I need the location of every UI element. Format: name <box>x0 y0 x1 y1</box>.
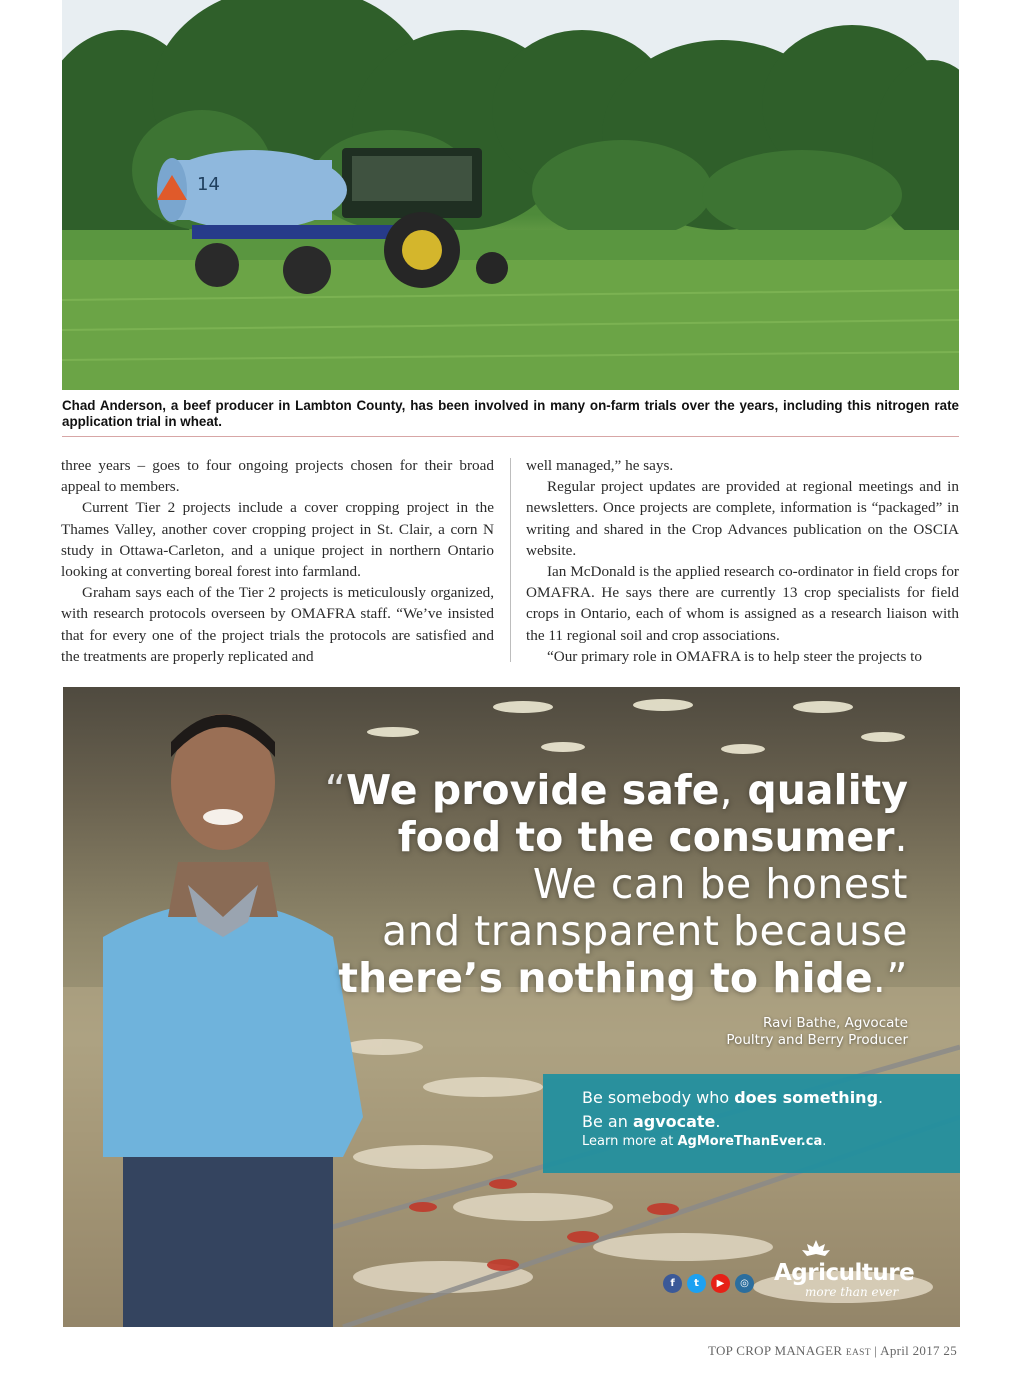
quote-attribution <box>726 1015 908 1049</box>
cta-fragment: Be somebody who <box>582 1088 735 1107</box>
ad-quote <box>268 767 908 1002</box>
quote-fragment: quality <box>733 766 908 814</box>
quote-fragment: there’s nothing to hide <box>338 954 873 1002</box>
paragraph: Regular project updates are provided at regional meetings and in newsletters. Once projects are complete, information is “packaged” in writing and shared in the Crop Advances publication on the OSCIA website. <box>526 478 959 559</box>
instagram-icon[interactable]: ◎ <box>735 1274 754 1293</box>
column-divider <box>510 458 511 662</box>
cta-fragment: Learn more at <box>582 1134 678 1149</box>
magazine-name: TOP CROP MANAGER <box>707 1343 843 1358</box>
magazine-edition: EAST <box>845 1348 871 1358</box>
paragraph: Current Tier 2 projects include a cover cropping project in the Thames Valley, another cover cropping project in St. Clair, a corn N study in Ottawa-Carleton, and a unique project in northern Ontario looking at converting boreal forest into farmland. <box>61 499 494 581</box>
attribution-role: Poultry and Berry Producer <box>726 1032 908 1048</box>
page-footer <box>708 1343 957 1359</box>
social-icons <box>663 1274 754 1293</box>
quote-line-1 <box>268 767 908 814</box>
cta-panel <box>543 1074 960 1173</box>
issue-date: April 2017 <box>880 1343 940 1358</box>
paragraph: well managed,” he says. <box>526 457 674 474</box>
quote-fragment: We provide safe <box>346 766 720 814</box>
cta-text <box>582 1086 883 1134</box>
cta-line-2 <box>582 1110 883 1134</box>
quote-punctuation: , <box>719 766 734 814</box>
cta-website-line <box>582 1134 826 1149</box>
cta-fragment: . <box>878 1088 884 1107</box>
caption-divider <box>62 436 959 437</box>
paragraph: three years – goes to four ongoing projects chosen for their broad appeal to members. <box>61 457 494 496</box>
cta-emphasis: agvocate <box>632 1112 716 1131</box>
article-column-left <box>61 455 494 667</box>
quote-line-5 <box>268 955 908 1002</box>
twitter-icon[interactable]: t <box>687 1274 706 1293</box>
open-quote-mark: “ <box>324 766 347 814</box>
cta-fragment: Be an <box>582 1112 633 1131</box>
page-number: 25 <box>943 1343 957 1358</box>
attribution-name: Ravi Bathe, Agvocate <box>762 1015 908 1031</box>
paragraph: Graham says each of the Tier 2 projects is meticulously organized, with research protocols overseen by OMAFRA staff. “We’ve insisted that for every one of the project trials the protocols are satisfied and the treatments are properly replicated and <box>61 584 494 665</box>
quote-line-3: We can be honest <box>532 860 908 908</box>
quote-line-2 <box>268 814 908 861</box>
cta-fragment: . <box>822 1134 827 1149</box>
quote-fragment: food to the consumer <box>397 813 895 861</box>
youtube-icon[interactable]: ▶ <box>711 1274 730 1293</box>
svg-text:14: 14 <box>197 174 220 195</box>
quote-line-4: and transparent because <box>382 907 908 955</box>
close-quote-mark: .” <box>872 954 908 1002</box>
paragraph: Ian McDonald is the applied research co-ordinator in field crops for OMAFRA. He says there are currently 13 crop specialists for field crops in Ontario, each of whom is assigned as a research liaison with the 11 regional soil and crop associations. <box>526 563 959 644</box>
facebook-icon[interactable]: f <box>663 1274 682 1293</box>
cta-line-1 <box>582 1086 883 1110</box>
maple-leaf-icon <box>798 1240 834 1262</box>
agriculture-ad <box>63 687 960 1327</box>
quote-punctuation: . <box>894 813 908 861</box>
website-link[interactable]: AgMoreThanEver.ca <box>677 1134 823 1149</box>
photo-illustration <box>62 0 959 390</box>
photo-caption: Chad Anderson, a beef producer in Lambton County, has been involved in many on-farm trials over the years, including this nitrogen rate application trial in wheat. <box>62 398 959 429</box>
agriculture-logo-tagline: more than ever <box>805 1285 899 1299</box>
cta-emphasis: does something <box>734 1088 879 1107</box>
footer-separator: | <box>874 1343 878 1358</box>
agriculture-logo: Agriculture <box>774 1260 915 1286</box>
tractor-photo <box>62 0 959 390</box>
cta-fragment: . <box>715 1112 721 1131</box>
paragraph: “Our primary role in OMAFRA is to help steer the projects to <box>547 647 922 665</box>
article-column-right <box>526 455 959 667</box>
